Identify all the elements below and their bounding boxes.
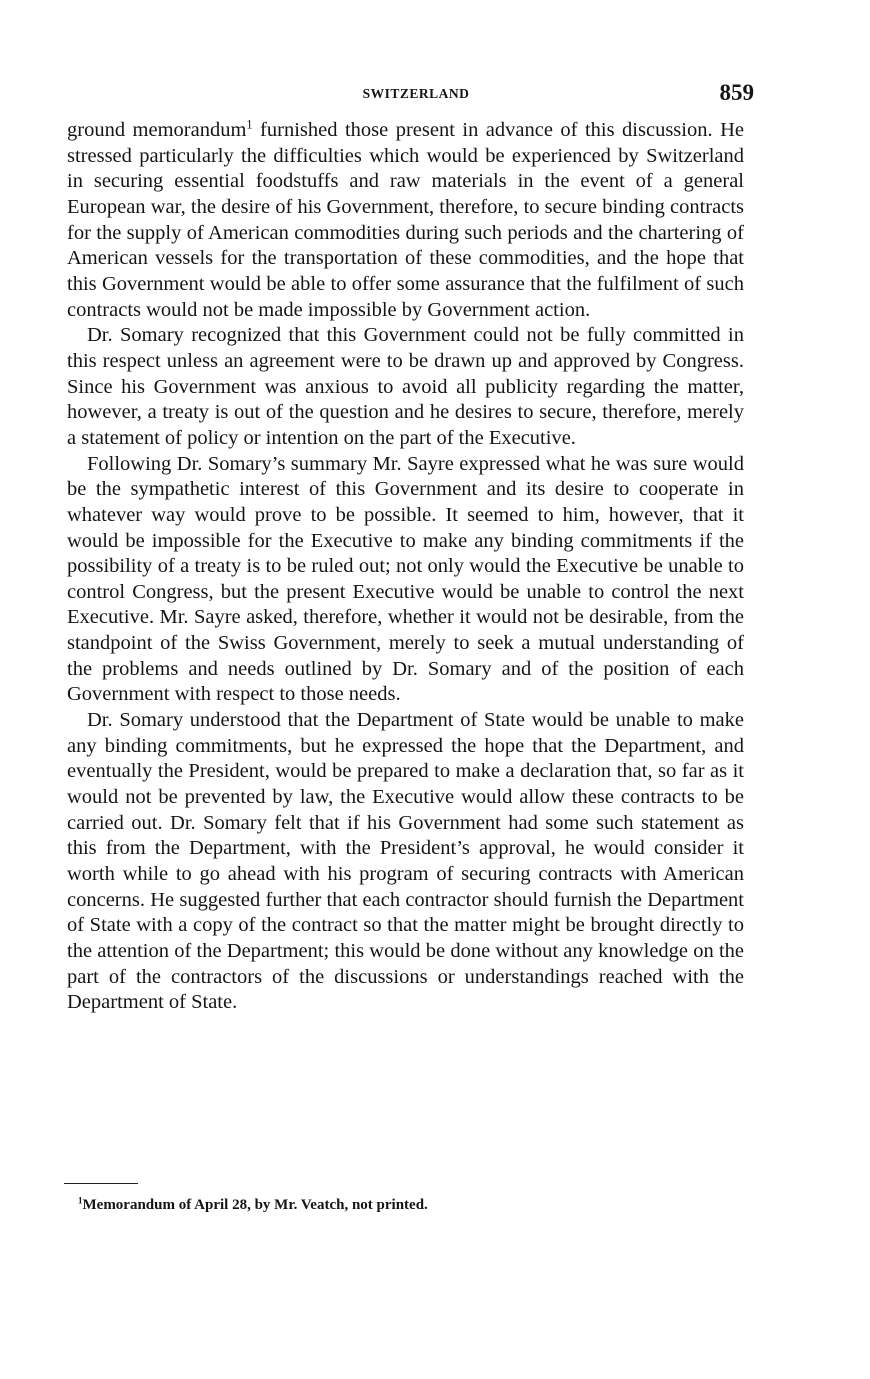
footnote-reference: 1	[246, 117, 253, 132]
paragraph-3: Following Dr. Somary’s summary Mr. Sayre expressed what he was sure would be the sympathetic interest of this Government and its desire to cooperate in whatever way would prove to be possible. It seemed to him, however, that it would be impossible for the Executive to make any binding commitments if the possibility of a treaty is to be ruled out; not only would the Executive be unable to control Congress, but the present Executive would be unable to control the next Executive. Mr. Sayre asked, therefore, whether it would not be desirable, from the standpoint of the Swiss Government, merely to seek a mutual understanding of the problems and needs outlined by Dr. Somary and of the position of each Government with respect to those needs.	[67, 452, 744, 706]
paragraph-1-rest: furnished those present in advance of this discussion. He stressed particularly the difficulties which would be experienced by Switzerland in securing essential foodstuffs and raw materials in the event of a general European war, the desire of his Government, therefore, to secure binding contracts for the supply of American commodities during such periods and the chartering of American vessels for the transportation of these commodities, and the hope that this Government would be able to offer some assurance that the fulfilment of such contracts would not be made impossible by Government action.	[67, 119, 744, 321]
paragraph-4: Dr. Somary understood that the Department of State would be unable to make any binding commitments, but he expressed the hope that the Department, and eventually the President, would be prepared to make a declaration that, so far as it would not be prevented by law, the Executive would allow these contracts to be carried out. Dr. Somary felt that if his Government had some such statement as this from the Department, with the President’s approval, he would consider it worth while to go ahead with his program of securing contracts with American concerns. He suggested further that each contractor should furnish the Department of State with a copy of the contract so that the matter might be brought directly to the attention of the Department; this would be done without any knowledge on the part of the contractors of the discussions or understandings reached with the Department of State.	[67, 709, 744, 1014]
footnote	[78, 1197, 738, 1214]
body-text	[67, 118, 744, 1016]
footnote-divider	[64, 1183, 138, 1184]
paragraph-1	[67, 118, 744, 323]
footnote-text: Memorandum of April 28, by Mr. Veatch, not printed.	[82, 1197, 428, 1213]
footnote-marker: 1	[78, 1195, 83, 1206]
running-title: SWITZERLAND	[362, 86, 470, 101]
paragraph-2: Dr. Somary recognized that this Government could not be fully committed in this respect unless an agreement were to be drawn up and approved by Congress. Since his Government was anxious to avoid all publicity regarding the matter, however, a treaty is out of the question and he desires to secure, therefore, merely a statement of policy or intention on the part of the Executive.	[67, 324, 744, 449]
page-number: 859	[719, 80, 754, 105]
running-head	[78, 80, 754, 110]
paragraph-1-start: ground memorandum	[67, 119, 247, 141]
